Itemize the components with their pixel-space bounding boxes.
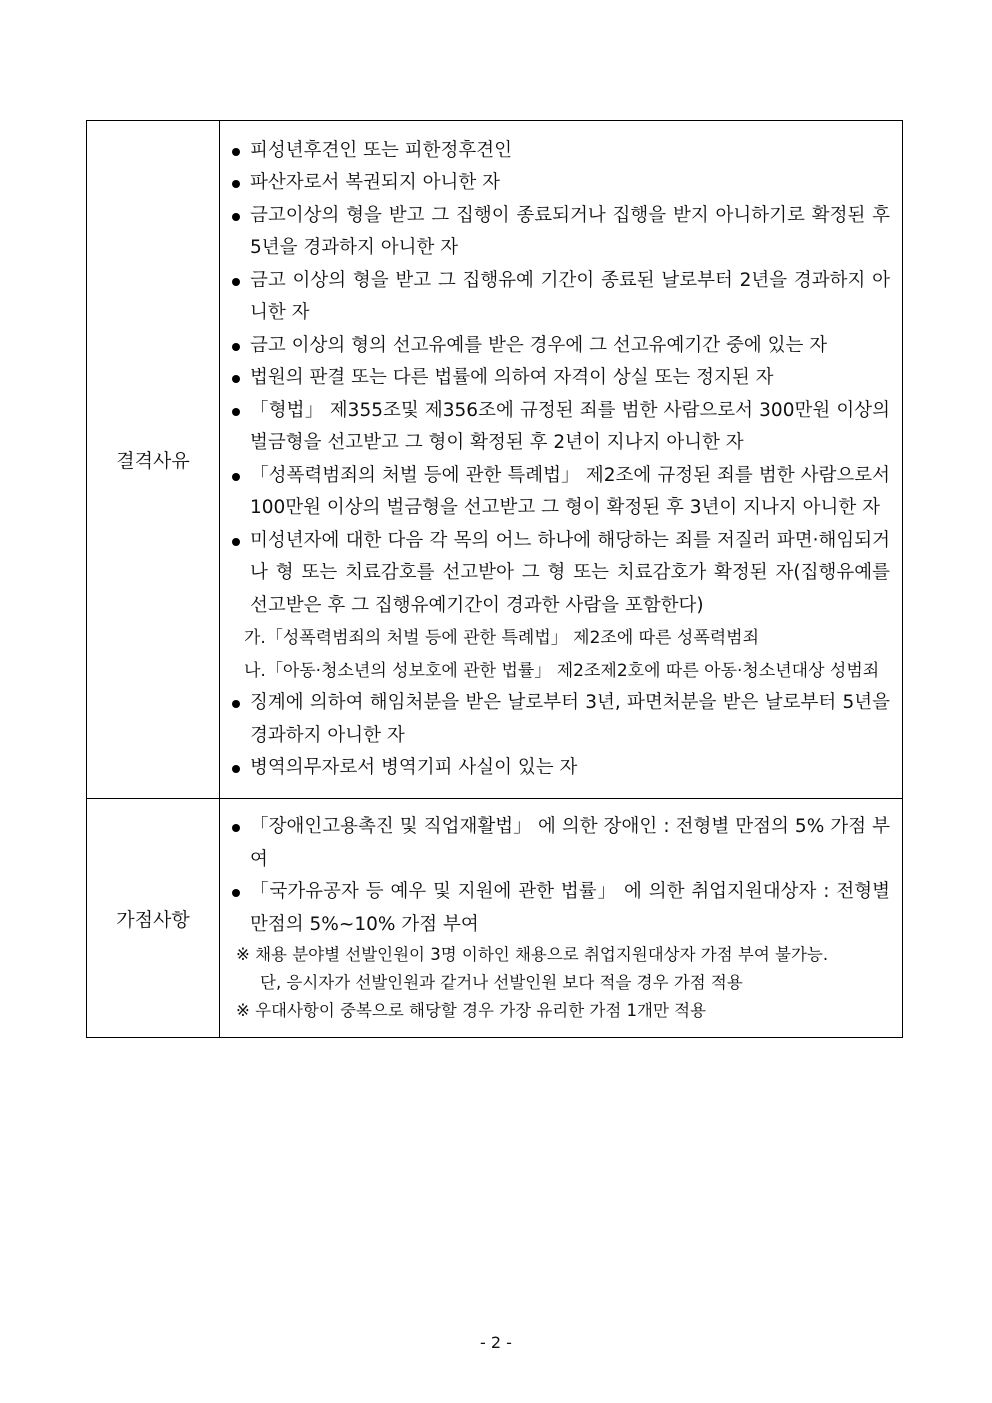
row-header-disqualification: 결격사유 bbox=[87, 121, 220, 799]
note-continuation: 단, 응시자가 선발인원과 같거나 선발인원 보다 적을 경우 가점 적용 bbox=[260, 973, 743, 992]
note: ※ 채용 분야별 선발인원이 3명 이하인 채용으로 취업지원대상자 가점 부여 불가능. bbox=[236, 945, 829, 964]
list-item: 「장애인고용촉진 및 직업재활법」 에 의한 장애인 : 전형별 만점의 5% 가점 부여 bbox=[230, 811, 890, 876]
list-item: 병역의무자로서 병역기피 사실이 있는 자 bbox=[230, 752, 890, 785]
bullet-icon bbox=[232, 473, 240, 481]
list-item: 「국가유공자 등 예우 및 지원에 관한 법률」 에 의한 취업지원대상자 : 전형별 만점의 5%~10% 가점 부여 bbox=[230, 876, 890, 941]
disqualification-content bbox=[220, 121, 903, 799]
bullet-icon bbox=[232, 889, 240, 897]
list-item: 징계에 의하여 해임처분을 받은 날로부터 3년, 파면처분을 받은 날로부터 5년을 경과하지 아니한 자 bbox=[230, 687, 890, 752]
disqualification-list bbox=[230, 135, 890, 623]
bullet-icon bbox=[232, 148, 240, 156]
table-row bbox=[87, 121, 903, 799]
list-item: 파산자로서 복권되지 아니한 자 bbox=[230, 167, 890, 200]
bullet-icon bbox=[232, 343, 240, 351]
list-item: 「형법」 제355조및 제356조에 규정된 죄를 범한 사람으로서 300만원 이상의 벌금형을 선고받고 그 형이 확정된 후 2년이 지나지 아니한 자 bbox=[230, 395, 890, 460]
bullet-icon bbox=[232, 408, 240, 416]
disqualification-list-continued bbox=[230, 687, 890, 785]
note: ※ 우대사항이 중복으로 해당할 경우 가장 유리한 가점 1개만 적용 bbox=[236, 1001, 707, 1020]
bullet-icon bbox=[232, 538, 240, 546]
bonus-points-content bbox=[220, 799, 903, 1038]
row-header-bonus-points: 가점사항 bbox=[87, 799, 220, 1038]
bullet-icon bbox=[232, 375, 240, 383]
list-item: 미성년자에 대한 다음 각 목의 어느 하나에 해당하는 죄를 저질러 파면·해임되거나 형 또는 치료감호를 선고받아 그 형 또는 치료감호가 확정된 자(집행유예를 선고받은 후 그 집행유예기간이 경과한 사람을 포함한다) bbox=[230, 525, 890, 623]
list-item: 금고이상의 형을 받고 그 집행이 종료되거나 집행을 받지 아니하기로 확정된 후 5년을 경과하지 아니한 자 bbox=[230, 200, 890, 265]
list-item: 법원의 판결 또는 다른 법률에 의하여 자격이 상실 또는 정지된 자 bbox=[230, 362, 890, 395]
bullet-icon bbox=[232, 824, 240, 832]
list-item: 금고 이상의 형을 받고 그 집행유예 기간이 종료된 날로부터 2년을 경과하지 아니한 자 bbox=[230, 265, 890, 330]
bullet-icon bbox=[232, 765, 240, 773]
table-row bbox=[87, 799, 903, 1038]
requirements-table bbox=[86, 120, 903, 1038]
list-item: 피성년후견인 또는 피한정후견인 bbox=[230, 135, 890, 168]
bullet-icon bbox=[232, 213, 240, 221]
list-item: 금고 이상의 형의 선고유예를 받은 경우에 그 선고유예기간 중에 있는 자 bbox=[230, 330, 890, 363]
page-number: - 2 - bbox=[480, 1333, 512, 1352]
bullet-icon bbox=[232, 278, 240, 286]
bullet-icon bbox=[232, 180, 240, 188]
bonus-points-list bbox=[230, 811, 890, 941]
sub-item-b: 나.「아동·청소년의 성보호에 관한 법률」 제2조제2호에 따른 아동·청소년대상 성범죄 bbox=[244, 660, 880, 681]
sub-item-a: 가.「성폭력범죄의 처벌 등에 관한 특례법」 제2조에 따른 성폭력범죄 bbox=[244, 628, 760, 648]
bullet-icon bbox=[232, 700, 240, 708]
list-item: 「성폭력범죄의 처벌 등에 관한 특례법」 제2조에 규정된 죄를 범한 사람으로서 100만원 이상의 벌금형을 선고받고 그 형이 확정된 후 3년이 지나지 아니한 자 bbox=[230, 460, 890, 525]
